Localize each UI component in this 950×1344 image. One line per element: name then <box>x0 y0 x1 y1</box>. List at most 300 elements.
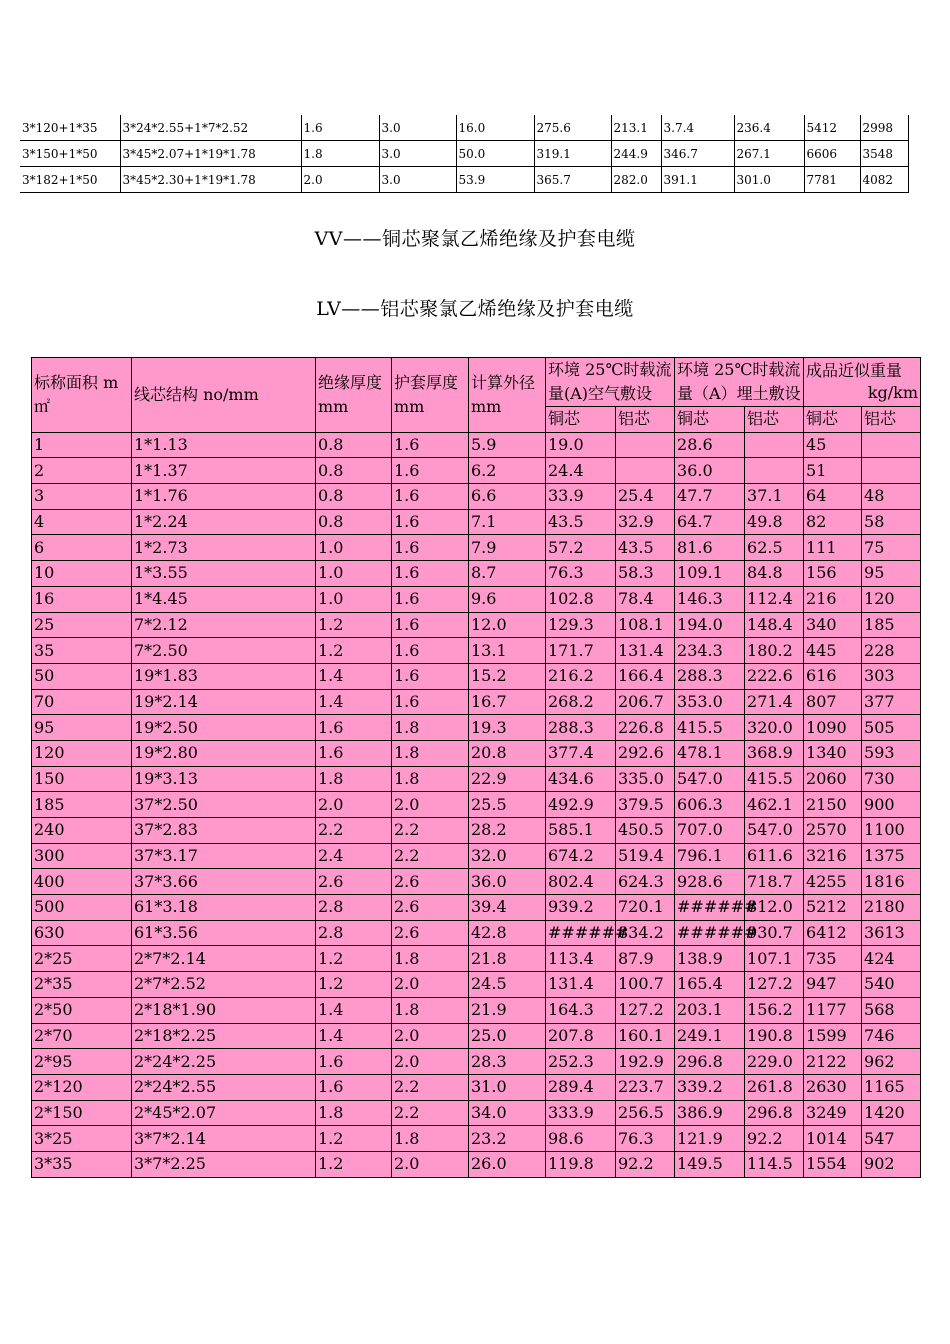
table-cell: 4082 <box>860 167 908 193</box>
table-cell: 24.4 <box>546 458 616 484</box>
table-cell: 226.8 <box>616 715 675 741</box>
table-cell: 92.2 <box>745 1126 804 1152</box>
table-cell: 1.8 <box>316 1100 392 1126</box>
table-cell: 2*50 <box>32 997 132 1023</box>
table-cell: 1.6 <box>392 484 469 510</box>
table-cell: 2.6 <box>392 895 469 921</box>
table-cell <box>745 458 804 484</box>
table-cell: 415.5 <box>745 766 804 792</box>
table-cell: 1.2 <box>316 612 392 638</box>
table-cell: 6606 <box>804 141 860 167</box>
table-row <box>32 766 921 792</box>
table-cell: 1.6 <box>316 1074 392 1100</box>
table-row <box>32 792 921 818</box>
table-cell: 796.1 <box>675 843 745 869</box>
table-cell: 50.0 <box>456 141 534 167</box>
table-cell <box>862 458 921 484</box>
table-cell: 16.0 <box>456 115 534 141</box>
table-cell: 1.6 <box>392 458 469 484</box>
table-cell <box>616 458 675 484</box>
continuation-table <box>20 115 909 193</box>
table-cell: 289.4 <box>546 1074 616 1100</box>
table-cell: 339.2 <box>675 1074 745 1100</box>
table-row <box>32 972 921 998</box>
table-row <box>32 843 921 869</box>
table-cell: 3.0 <box>379 167 456 193</box>
table-cell: 1*3.55 <box>132 561 316 587</box>
table-cell: 43.5 <box>616 535 675 561</box>
table-cell: 15.2 <box>469 663 546 689</box>
table-cell: 391.1 <box>661 167 734 193</box>
table-cell: 3 <box>32 484 132 510</box>
table-cell: 109.1 <box>675 561 745 587</box>
table-cell: 49.8 <box>745 509 804 535</box>
table-cell: 23.2 <box>469 1126 546 1152</box>
table-cell: 585.1 <box>546 818 616 844</box>
table-cell: 76.3 <box>616 1126 675 1152</box>
header-ground-ampacity: 环境 25℃时载流量（A）埋土敷设 <box>675 358 804 407</box>
table-row <box>32 869 921 895</box>
table-cell: 160.1 <box>616 1023 675 1049</box>
header-weight-aluminum: 铝芯 <box>862 407 921 433</box>
table-cell: 5212 <box>804 895 862 921</box>
table-cell: 10 <box>32 561 132 587</box>
table-cell: 222.6 <box>745 663 804 689</box>
table-row <box>32 689 921 715</box>
table-cell: 1100 <box>862 818 921 844</box>
table-cell: 19*1.83 <box>132 663 316 689</box>
table-cell: 2.0 <box>392 972 469 998</box>
table-cell: 1.0 <box>316 561 392 587</box>
table-cell: 102.8 <box>546 586 616 612</box>
table-cell: 50 <box>32 663 132 689</box>
table-cell: 165.4 <box>675 972 745 998</box>
table-cell: 1.4 <box>316 663 392 689</box>
table-cell: 131.4 <box>546 972 616 998</box>
table-row <box>32 715 921 741</box>
table-cell: 2*25 <box>32 946 132 972</box>
table-cell: 296.8 <box>675 1049 745 1075</box>
table-cell: 368.9 <box>745 740 804 766</box>
table-cell: 2.6 <box>392 920 469 946</box>
table-cell: 303 <box>862 663 921 689</box>
table-cell: 37*3.17 <box>132 843 316 869</box>
table-row <box>32 1023 921 1049</box>
table-cell: 415.5 <box>675 715 745 741</box>
table-cell: 2.0 <box>392 1151 469 1177</box>
table-cell: 7.9 <box>469 535 546 561</box>
table-cell: 2.0 <box>392 1023 469 1049</box>
table-cell: 271.4 <box>745 689 804 715</box>
header-sheath-thickness: 护套厚度 mm <box>392 358 469 433</box>
table-cell: 156.2 <box>745 997 804 1023</box>
table-cell: 296.8 <box>745 1100 804 1126</box>
table-cell: 834.2 <box>616 920 675 946</box>
table-cell: 2570 <box>804 818 862 844</box>
table-cell: 424 <box>862 946 921 972</box>
table-cell: 568 <box>862 997 921 1023</box>
table-row <box>32 561 921 587</box>
table-cell: 707.0 <box>675 818 745 844</box>
table-cell: 3.0 <box>379 141 456 167</box>
table-cell: 2*18*2.25 <box>132 1023 316 1049</box>
table-cell: 320.0 <box>745 715 804 741</box>
table-cell: 127.2 <box>616 997 675 1023</box>
table-cell: 164.3 <box>546 997 616 1023</box>
table-cell: 288.3 <box>675 663 745 689</box>
table-cell: 228 <box>862 638 921 664</box>
table-cell: 746 <box>862 1023 921 1049</box>
table-cell: 3*35 <box>32 1151 132 1177</box>
table-cell: 2.0 <box>392 1049 469 1075</box>
table-cell: 1599 <box>804 1023 862 1049</box>
table-cell: 333.9 <box>546 1100 616 1126</box>
table-cell: 16 <box>32 586 132 612</box>
table-cell: 434.6 <box>546 766 616 792</box>
table-cell: 2150 <box>804 792 862 818</box>
table-cell: 492.9 <box>546 792 616 818</box>
vv-cable-title: VV——铜芯聚氯乙烯绝缘及护套电缆 <box>314 228 636 250</box>
table-cell: 288.3 <box>546 715 616 741</box>
table-cell: 606.3 <box>675 792 745 818</box>
table-cell: 3216 <box>804 843 862 869</box>
header-air-ampacity: 环境 25℃时载流量(A)空气敷设 <box>546 358 675 407</box>
table-cell: 82 <box>804 509 862 535</box>
table-cell: 593 <box>862 740 921 766</box>
table-cell: 3*45*2.07+1*19*1.78 <box>120 141 301 167</box>
table-cell: 1.6 <box>392 638 469 664</box>
table-cell: 7781 <box>804 167 860 193</box>
table-cell: ###### <box>675 895 745 921</box>
table-row <box>32 946 921 972</box>
table-cell: 319.1 <box>534 141 611 167</box>
header-air-aluminum: 铝芯 <box>616 407 675 433</box>
table-cell: 64 <box>804 484 862 510</box>
table-cell: 9.6 <box>469 586 546 612</box>
table-cell: 156 <box>804 561 862 587</box>
table-cell: 28.6 <box>675 432 745 458</box>
table-cell: 25.4 <box>616 484 675 510</box>
table-cell: 19.3 <box>469 715 546 741</box>
table-cell: 2.0 <box>316 792 392 818</box>
table-cell: 616 <box>804 663 862 689</box>
table-cell: 611.6 <box>745 843 804 869</box>
table-cell: 630 <box>32 920 132 946</box>
header-insulation-thickness: 绝缘厚度 mm <box>316 358 392 433</box>
table-cell: 19*2.50 <box>132 715 316 741</box>
table-cell: 718.7 <box>745 869 804 895</box>
table-cell: 76.3 <box>546 561 616 587</box>
table-cell: 450.5 <box>616 818 675 844</box>
table-cell: 462.1 <box>745 792 804 818</box>
table-cell: 1.2 <box>316 946 392 972</box>
table-cell: 113.4 <box>546 946 616 972</box>
table-cell: 114.5 <box>745 1151 804 1177</box>
table-cell: 240 <box>32 818 132 844</box>
table-cell: 19*2.14 <box>132 689 316 715</box>
header-approx-weight <box>804 358 921 407</box>
table-cell: 1.6 <box>316 740 392 766</box>
table-cell: 206.7 <box>616 689 675 715</box>
table-cell <box>862 432 921 458</box>
header-weight-copper: 铜芯 <box>804 407 862 433</box>
table-cell: 37*3.66 <box>132 869 316 895</box>
table-cell: 150 <box>32 766 132 792</box>
header-nominal-area: 标称面积 m㎡ <box>32 358 132 433</box>
table-cell: 2630 <box>804 1074 862 1100</box>
table-cell: ###### <box>675 920 745 946</box>
table-cell: 21.9 <box>469 997 546 1023</box>
lv-cable-title: LV——铝芯聚氯乙烯绝缘及护套电缆 <box>316 298 634 320</box>
table-cell: 547 <box>862 1126 921 1152</box>
table-cell: 129.3 <box>546 612 616 638</box>
table-cell: 61*3.18 <box>132 895 316 921</box>
table-row <box>32 1151 921 1177</box>
table-cell: 400 <box>32 869 132 895</box>
table-cell: 1 <box>32 432 132 458</box>
table-cell: 735 <box>804 946 862 972</box>
table-cell: 138.9 <box>675 946 745 972</box>
header-outer-diameter: 计算外径 mm <box>469 358 546 433</box>
table-cell: 216.2 <box>546 663 616 689</box>
table-cell: 1.6 <box>392 612 469 638</box>
table-cell: 0.8 <box>316 484 392 510</box>
table-cell: 2*150 <box>32 1100 132 1126</box>
table-cell: 1.6 <box>392 509 469 535</box>
table-cell: 3*7*2.14 <box>132 1126 316 1152</box>
table-cell: 2.2 <box>392 1074 469 1100</box>
table-cell: 100.7 <box>616 972 675 998</box>
table-cell: 2.2 <box>392 843 469 869</box>
table-cell: 1.8 <box>392 766 469 792</box>
table-cell: 185 <box>32 792 132 818</box>
table-cell: 98.6 <box>546 1126 616 1152</box>
table-cell: 2122 <box>804 1049 862 1075</box>
table-cell: 1014 <box>804 1126 862 1152</box>
table-cell: 3*150+1*50 <box>20 141 120 167</box>
table-cell: 127.2 <box>745 972 804 998</box>
table-row <box>32 1074 921 1100</box>
table-cell: 1.2 <box>316 1151 392 1177</box>
table-cell: 1.8 <box>392 1126 469 1152</box>
table-cell: 500 <box>32 895 132 921</box>
table-cell: 84.8 <box>745 561 804 587</box>
table-row <box>32 740 921 766</box>
table-cell: 2*7*2.14 <box>132 946 316 972</box>
table-cell: 35 <box>32 638 132 664</box>
table-cell: 131.4 <box>616 638 675 664</box>
table-cell: 20.8 <box>469 740 546 766</box>
header-ground-copper: 铜芯 <box>675 407 745 433</box>
table-cell: 267.1 <box>734 141 804 167</box>
header-ground-aluminum: 铝芯 <box>745 407 804 433</box>
table-cell: 3*182+1*50 <box>20 167 120 193</box>
table-row <box>32 638 921 664</box>
table-row <box>32 612 921 638</box>
table-cell: 216 <box>804 586 862 612</box>
table-cell: 505 <box>862 715 921 741</box>
table-cell: 1554 <box>804 1151 862 1177</box>
table-cell: 1.2 <box>316 1126 392 1152</box>
table-cell: 2*18*1.90 <box>132 997 316 1023</box>
table-cell: 1.6 <box>392 432 469 458</box>
table-cell: 1.0 <box>316 586 392 612</box>
table-cell: 19*3.13 <box>132 766 316 792</box>
table-cell: 353.0 <box>675 689 745 715</box>
table-cell: 301.0 <box>734 167 804 193</box>
table-cell: 19*2.80 <box>132 740 316 766</box>
table-cell: 1.6 <box>392 689 469 715</box>
table-cell: 112.4 <box>745 586 804 612</box>
table-cell: 3.0 <box>379 115 456 141</box>
table-cell: 1375 <box>862 843 921 869</box>
table-cell: 95 <box>862 561 921 587</box>
table-cell: 379.5 <box>616 792 675 818</box>
table-cell: 3548 <box>860 141 908 167</box>
table-cell: 2.4 <box>316 843 392 869</box>
table-cell: 53.9 <box>456 167 534 193</box>
table-cell: 207.8 <box>546 1023 616 1049</box>
table-cell: 540 <box>862 972 921 998</box>
table-cell: 2.6 <box>316 869 392 895</box>
table-cell: 1.2 <box>316 972 392 998</box>
table-row <box>20 167 908 193</box>
table-cell: 61*3.56 <box>132 920 316 946</box>
table-cell: 478.1 <box>675 740 745 766</box>
table-cell: 3249 <box>804 1100 862 1126</box>
table-row <box>20 115 908 141</box>
table-cell: 807 <box>804 689 862 715</box>
table-cell: 28.3 <box>469 1049 546 1075</box>
table-cell: 547.0 <box>745 818 804 844</box>
table-cell: 902 <box>862 1151 921 1177</box>
table-cell: 2 <box>32 458 132 484</box>
table-cell: 6412 <box>804 920 862 946</box>
table-row <box>32 920 921 946</box>
table-cell: 2180 <box>862 895 921 921</box>
table-cell: 2.2 <box>392 818 469 844</box>
table-cell: 28.2 <box>469 818 546 844</box>
table-cell: 39.4 <box>469 895 546 921</box>
table-cell: 16.7 <box>469 689 546 715</box>
table-row <box>32 484 921 510</box>
table-cell: 930.7 <box>745 920 804 946</box>
table-cell: 1.6 <box>301 115 379 141</box>
table-row <box>32 432 921 458</box>
table-cell: 62.5 <box>745 535 804 561</box>
table-cell: 365.7 <box>534 167 611 193</box>
table-cell: 261.8 <box>745 1074 804 1100</box>
table-cell: 1816 <box>862 869 921 895</box>
table-cell: 64.7 <box>675 509 745 535</box>
table-cell: 25 <box>32 612 132 638</box>
table-cell: 1*1.13 <box>132 432 316 458</box>
table-cell: 223.7 <box>616 1074 675 1100</box>
table-cell: 282.0 <box>611 167 661 193</box>
weight-label: 成品近似重量 <box>806 361 903 380</box>
table-cell: 1420 <box>862 1100 921 1126</box>
table-cell: 190.8 <box>745 1023 804 1049</box>
table-cell: 1*4.45 <box>132 586 316 612</box>
table-cell: 51 <box>804 458 862 484</box>
table-cell: 900 <box>862 792 921 818</box>
table-cell: 22.9 <box>469 766 546 792</box>
table-cell: 2*35 <box>32 972 132 998</box>
table-cell: 58 <box>862 509 921 535</box>
table-cell: 5412 <box>804 115 860 141</box>
table-row <box>32 1100 921 1126</box>
table-row <box>20 141 908 167</box>
table-cell: 203.1 <box>675 997 745 1023</box>
table-cell: 275.6 <box>534 115 611 141</box>
table-cell: 43.5 <box>546 509 616 535</box>
table-cell: 0.8 <box>316 432 392 458</box>
table-row <box>32 997 921 1023</box>
table-cell: 2*7*2.52 <box>132 972 316 998</box>
weight-unit: kg/km <box>867 383 919 402</box>
table-cell: 6 <box>32 535 132 561</box>
table-cell: 4 <box>32 509 132 535</box>
table-cell: 1.2 <box>316 638 392 664</box>
table-cell: 34.0 <box>469 1100 546 1126</box>
table-cell: 36.0 <box>675 458 745 484</box>
table-cell: 547.0 <box>675 766 745 792</box>
table-cell: 229.0 <box>745 1049 804 1075</box>
table-cell: 1*2.73 <box>132 535 316 561</box>
table-row <box>32 535 921 561</box>
table-cell: 1.6 <box>316 715 392 741</box>
table-cell: 111 <box>804 535 862 561</box>
table-cell: 32.9 <box>616 509 675 535</box>
table-cell: 292.6 <box>616 740 675 766</box>
table-cell: 802.4 <box>546 869 616 895</box>
table-cell: 87.9 <box>616 946 675 972</box>
table-cell: 377.4 <box>546 740 616 766</box>
table-cell: 256.5 <box>616 1100 675 1126</box>
table-cell: 244.9 <box>611 141 661 167</box>
header-air-copper: 铜芯 <box>546 407 616 433</box>
table-cell: 1*1.76 <box>132 484 316 510</box>
table-row <box>32 895 921 921</box>
table-cell: 268.2 <box>546 689 616 715</box>
table-cell: 445 <box>804 638 862 664</box>
table-cell: 95 <box>32 715 132 741</box>
table-cell: 47.7 <box>675 484 745 510</box>
table-row <box>32 509 921 535</box>
table-cell: 21.8 <box>469 946 546 972</box>
table-cell: 730 <box>862 766 921 792</box>
table-cell: 185 <box>862 612 921 638</box>
table-cell: 7*2.50 <box>132 638 316 664</box>
table-cell: 45 <box>804 432 862 458</box>
table-cell: 146.3 <box>675 586 745 612</box>
table-cell: 1.8 <box>392 740 469 766</box>
table-cell: 6.6 <box>469 484 546 510</box>
table-cell: 42.8 <box>469 920 546 946</box>
table-cell: 119.8 <box>546 1151 616 1177</box>
table-row <box>32 1049 921 1075</box>
table-cell: 2.8 <box>316 895 392 921</box>
table-cell: 171.7 <box>546 638 616 664</box>
table-cell: 149.5 <box>675 1151 745 1177</box>
table-cell: 1.6 <box>392 561 469 587</box>
table-cell: 2*45*2.07 <box>132 1100 316 1126</box>
table-cell: 3*120+1*35 <box>20 115 120 141</box>
cable-spec-table <box>31 357 921 1178</box>
table-cell: ###### <box>546 920 616 946</box>
table-cell: 1.4 <box>316 997 392 1023</box>
table-cell: 928.6 <box>675 869 745 895</box>
